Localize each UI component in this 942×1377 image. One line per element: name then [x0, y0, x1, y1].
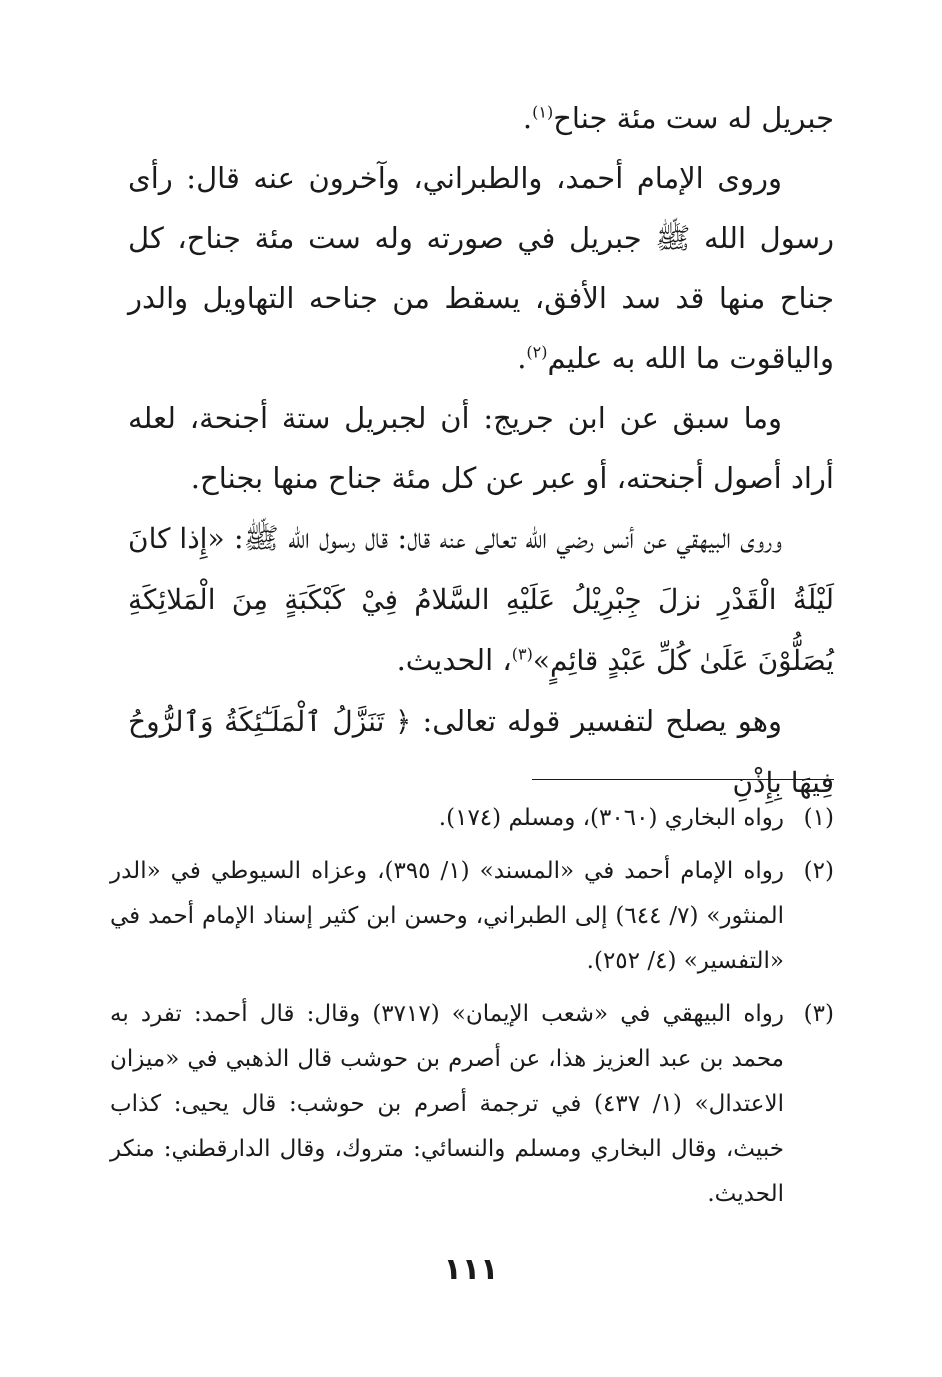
footnote-ref-3[interactable]: (٣) [511, 644, 533, 664]
paragraph-2 [128, 148, 834, 388]
footnote-3 [110, 992, 834, 1217]
paragraph-2-end: . [517, 341, 527, 375]
paragraph-4-end: ، الحديث. [396, 643, 512, 677]
footnote-number: (٢) [803, 858, 834, 884]
quran-verse: ﴿ تَنَزَّلُ ٱلْمَلَـٰٓئِكَةُ وَٱلرُّوحُ فِيهَا بِإِذْنِ [128, 705, 834, 799]
paragraph-1-end: . [522, 101, 533, 135]
paragraph-4 [128, 508, 834, 691]
paragraph-3: وما سبق عن ابن جريج: أن لجبريل ستة أجنحة، لعله أراد أصول أجنحته، أو عبر عن كل مئة جناح منها بجناح. [128, 401, 834, 495]
hadith-quote: «إِذا كانَ لَيْلَةُ الْقَدْرِ نزلَ جِبْرِيْلُ عَلَيْهِ السَّلامُ فِيْ كَبْكَبَةٍ مِنَ الْمَلائِكَةِ يُصَلُّوْنَ عَلَىٰ كُلِّ عَبْدٍ قائِمٍ» [128, 522, 834, 677]
footnote-2 [110, 849, 834, 984]
footnote-number: (٣) [803, 1001, 834, 1027]
footnote-text: رواه البيهقي في «شعب الإيمان» (٣٧١٧) وقال: قال أحمد: تفرد به محمد بن عبد العزيز هذا، عن أصرم بن حوشب قال الذهبي في «ميزان الاعتدال» (١/ ٤٣٧) في ترجمة أصرم بن حوشب: قال يحيى: كذاب خبيث، وقال البخاري ومسلم والنسائي: متروك، وقال الدارقطني: منكر الحديث. [110, 1001, 784, 1207]
footnote-text: رواه البخاري (٣٠٦٠)، ومسلم (١٧٤). [438, 805, 784, 831]
paragraph-1 [128, 88, 834, 148]
footnote-ref-2[interactable]: (٢) [526, 342, 548, 362]
paragraph-5-intro: وهو يصلح لتفسير قوله تعالى: [422, 704, 782, 738]
paragraph-5 [128, 691, 834, 813]
main-text [128, 88, 834, 813]
paragraph-1-text: جبريل له ست مئة جناح [553, 101, 834, 135]
footnote-1 [110, 796, 834, 841]
footnote-text: رواه الإمام أحمد في «المسند» (١/ ٣٩٥)، وعزاه السيوطي في «الدر المنثور» (٧/ ٦٤٤) إلى الطبراني، وحسن ابن كثير إسناد الإمام أحمد في «التفسير» (٤/ ٢٥٢). [110, 858, 784, 974]
page-number: ١١١ [443, 1252, 499, 1287]
footnote-ref-1[interactable]: (١) [532, 102, 554, 122]
footnotes [110, 796, 834, 1225]
paragraph-4-intro: وروى البيهقي عن أنس رضي الله تعالى عنه قال: قال رسول الله ﷺ: [233, 521, 783, 555]
paragraph-2-text: وروى الإمام أحمد، والطبراني، وآخرون عنه قال: رأى رسول الله ﷺ جبريل في صورته وله ست مئة جناح، كل جناح منها قد سد الأفق، يسقط من جناحه التهاويل والدر والياقوت ما الله به عليم [128, 161, 834, 375]
footnote-separator [532, 779, 834, 780]
footnote-number: (١) [803, 805, 834, 831]
